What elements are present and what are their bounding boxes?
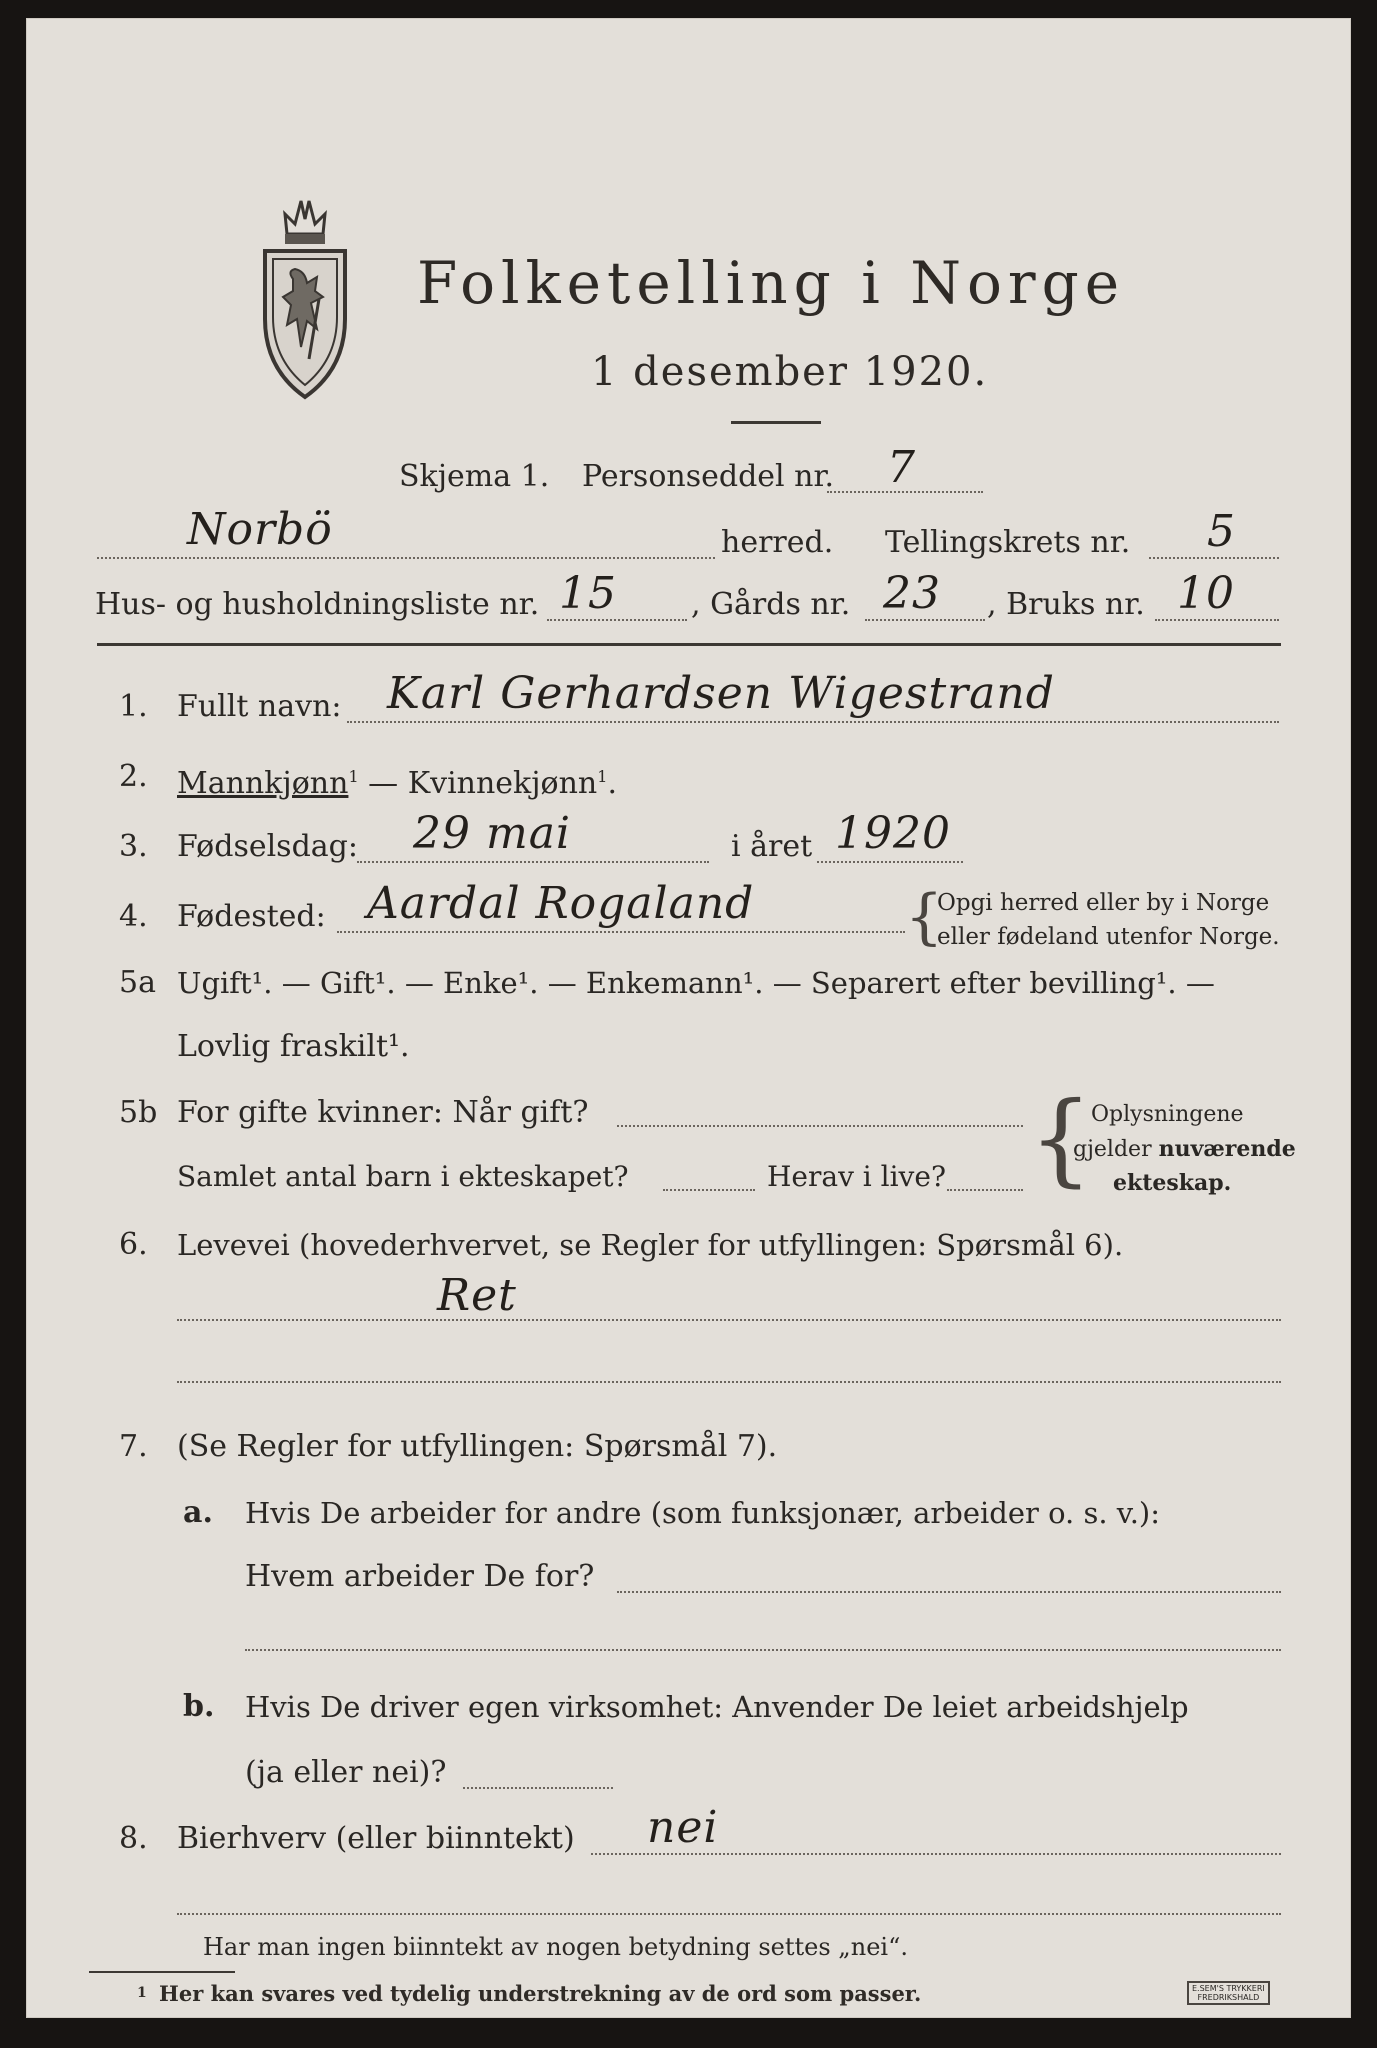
q2-male-option[interactable]: Mannkjønn [177, 766, 349, 801]
q3-value[interactable]: 29 mai [413, 808, 572, 859]
husholdning-line [547, 619, 687, 621]
q3-line [357, 861, 709, 863]
q7b-label-2: (ja eller nei)? [245, 1755, 447, 1790]
form-title: Folketelling i Norge [417, 249, 1126, 317]
q3-number: 3. [119, 829, 148, 864]
q5b-number: 5b [119, 1095, 158, 1130]
q5b-label-2: Samlet antal barn i ekteskapet? [177, 1160, 629, 1193]
husholdning-value[interactable]: 15 [559, 568, 617, 619]
q6-label: Levevei (hovederhvervet, se Regler for utfyllingen: Spørsmål 6). [177, 1228, 1124, 1262]
herred-value[interactable]: Norbö [187, 504, 333, 555]
gaards-value[interactable]: 23 [883, 568, 941, 619]
tellingskrets-label: Tellingskrets nr. [885, 525, 1131, 560]
q5a-options[interactable]: Ugift¹. — Gift¹. — Enke¹. — Enkemann¹. — Separert efter bevilling¹. — [177, 966, 1215, 1000]
q8-value[interactable]: nei [647, 1802, 719, 1853]
q4-number: 4. [119, 899, 148, 934]
q3-year-label: i året [731, 829, 813, 864]
q6-value[interactable]: Ret [437, 1270, 517, 1321]
bruks-value[interactable]: 10 [1177, 568, 1235, 619]
q7b-letter: b. [183, 1689, 215, 1724]
q2-number: 2. [119, 759, 148, 794]
tellingskrets-value[interactable]: 5 [1207, 506, 1236, 557]
printer-stamp: E.SEM'S TRYKKERI FREDRIKSHALD [1187, 1981, 1270, 2005]
q8-line-2 [177, 1913, 1281, 1915]
q5b-note-line3: ekteskap. [1113, 1170, 1232, 1196]
q4-line [337, 931, 905, 933]
q6-number: 6. [119, 1227, 148, 1262]
husholdning-label: Hus- og husholdningsliste nr. [95, 587, 540, 622]
q7a-letter: a. [183, 1495, 213, 1530]
herred-label: herred. [721, 525, 834, 560]
q2-options: Mannkjønn$^1$ — Kvinnekjønn$^1$. [177, 766, 617, 801]
q5b-note-brace: { [1029, 1080, 1093, 1197]
norwegian-coat-of-arms-icon [257, 179, 353, 401]
q5b-label-1: For gifte kvinner: Når gift? [177, 1095, 589, 1130]
q7-number: 7. [119, 1429, 148, 1464]
gaards-line [865, 619, 985, 621]
q7b-answer-line [463, 1787, 613, 1789]
footnote-mark: 1 [137, 1985, 147, 2001]
q6-line-1 [177, 1319, 1281, 1321]
q5a-number: 5a [119, 965, 156, 1000]
gaards-label: , Gårds nr. [691, 587, 851, 622]
header-separator [97, 643, 1281, 646]
personseddel-label: Personseddel nr. [582, 459, 835, 494]
q5b-when-married-line [617, 1125, 1023, 1127]
q5b-label-3: Herav i live? [767, 1160, 946, 1193]
q3-year-value[interactable]: 1920 [835, 808, 951, 859]
q4-note-line2: eller fødeland utenfor Norge. [937, 924, 1280, 950]
q4-note-line1: Opgi herred eller by i Norge [937, 890, 1270, 916]
q1-line [347, 721, 1279, 723]
footnote-divider [89, 1971, 235, 1973]
q5b-note-line1: Oplysningene [1091, 1102, 1244, 1127]
q7a-employer-line-2 [245, 1649, 1281, 1651]
census-form-sheet [26, 18, 1351, 2018]
q1-value[interactable]: Karl Gerhardsen Wigestrand [387, 668, 1055, 719]
bruks-line [1155, 619, 1279, 621]
q7b-label-1: Hvis De driver egen virksomhet: Anvender De leiet arbeidshjelp [245, 1690, 1189, 1724]
q7a-label-1: Hvis De arbeider for andre (som funksjonær, arbeider o. s. v.): [245, 1496, 1161, 1530]
q4-label: Fødested: [177, 899, 326, 934]
q5b-note-line2: gjelder nuværende [1073, 1136, 1296, 1162]
skjema-label: Skjema 1. [399, 459, 550, 494]
q5b-children-line [663, 1189, 755, 1191]
q3-label: Fødselsdag: [177, 829, 358, 864]
footnote-text: Her kan svares ved tydelig understrekning av de ord som passer. [159, 1981, 922, 2006]
q5a-options-2[interactable]: Lovlig fraskilt¹. [177, 1029, 410, 1064]
q8-line [591, 1853, 1281, 1855]
q5b-alive-line [947, 1189, 1023, 1191]
bruks-label: , Bruks nr. [987, 587, 1145, 622]
q3-year-line [817, 861, 963, 863]
q2-separator: — [358, 766, 408, 801]
title-divider [731, 421, 821, 424]
q7-label: (Se Regler for utfyllingen: Spørsmål 7). [177, 1429, 778, 1464]
q8-number: 8. [119, 1821, 148, 1856]
q7a-label-2: Hvem arbeider De for? [245, 1559, 595, 1594]
q8-label: Bierhverv (eller biinntekt) [177, 1821, 575, 1856]
q6-line-2 [177, 1381, 1281, 1383]
q2-female-option[interactable]: Kvinnekjønn [407, 766, 598, 801]
personseddel-value[interactable]: 7 [887, 442, 916, 493]
herred-line [97, 557, 715, 559]
q8-note: Har man ingen biinntekt av nogen betydning settes „nei“. [203, 1933, 908, 1961]
tellingskrets-line [1149, 557, 1279, 559]
q7a-employer-line [617, 1591, 1281, 1593]
q4-note-brace: { [905, 882, 944, 952]
q4-value[interactable]: Aardal Rogaland [367, 878, 755, 929]
q1-number: 1. [119, 689, 148, 724]
q1-label: Fullt navn: [177, 689, 342, 724]
form-date: 1 desember 1920. [591, 349, 989, 395]
